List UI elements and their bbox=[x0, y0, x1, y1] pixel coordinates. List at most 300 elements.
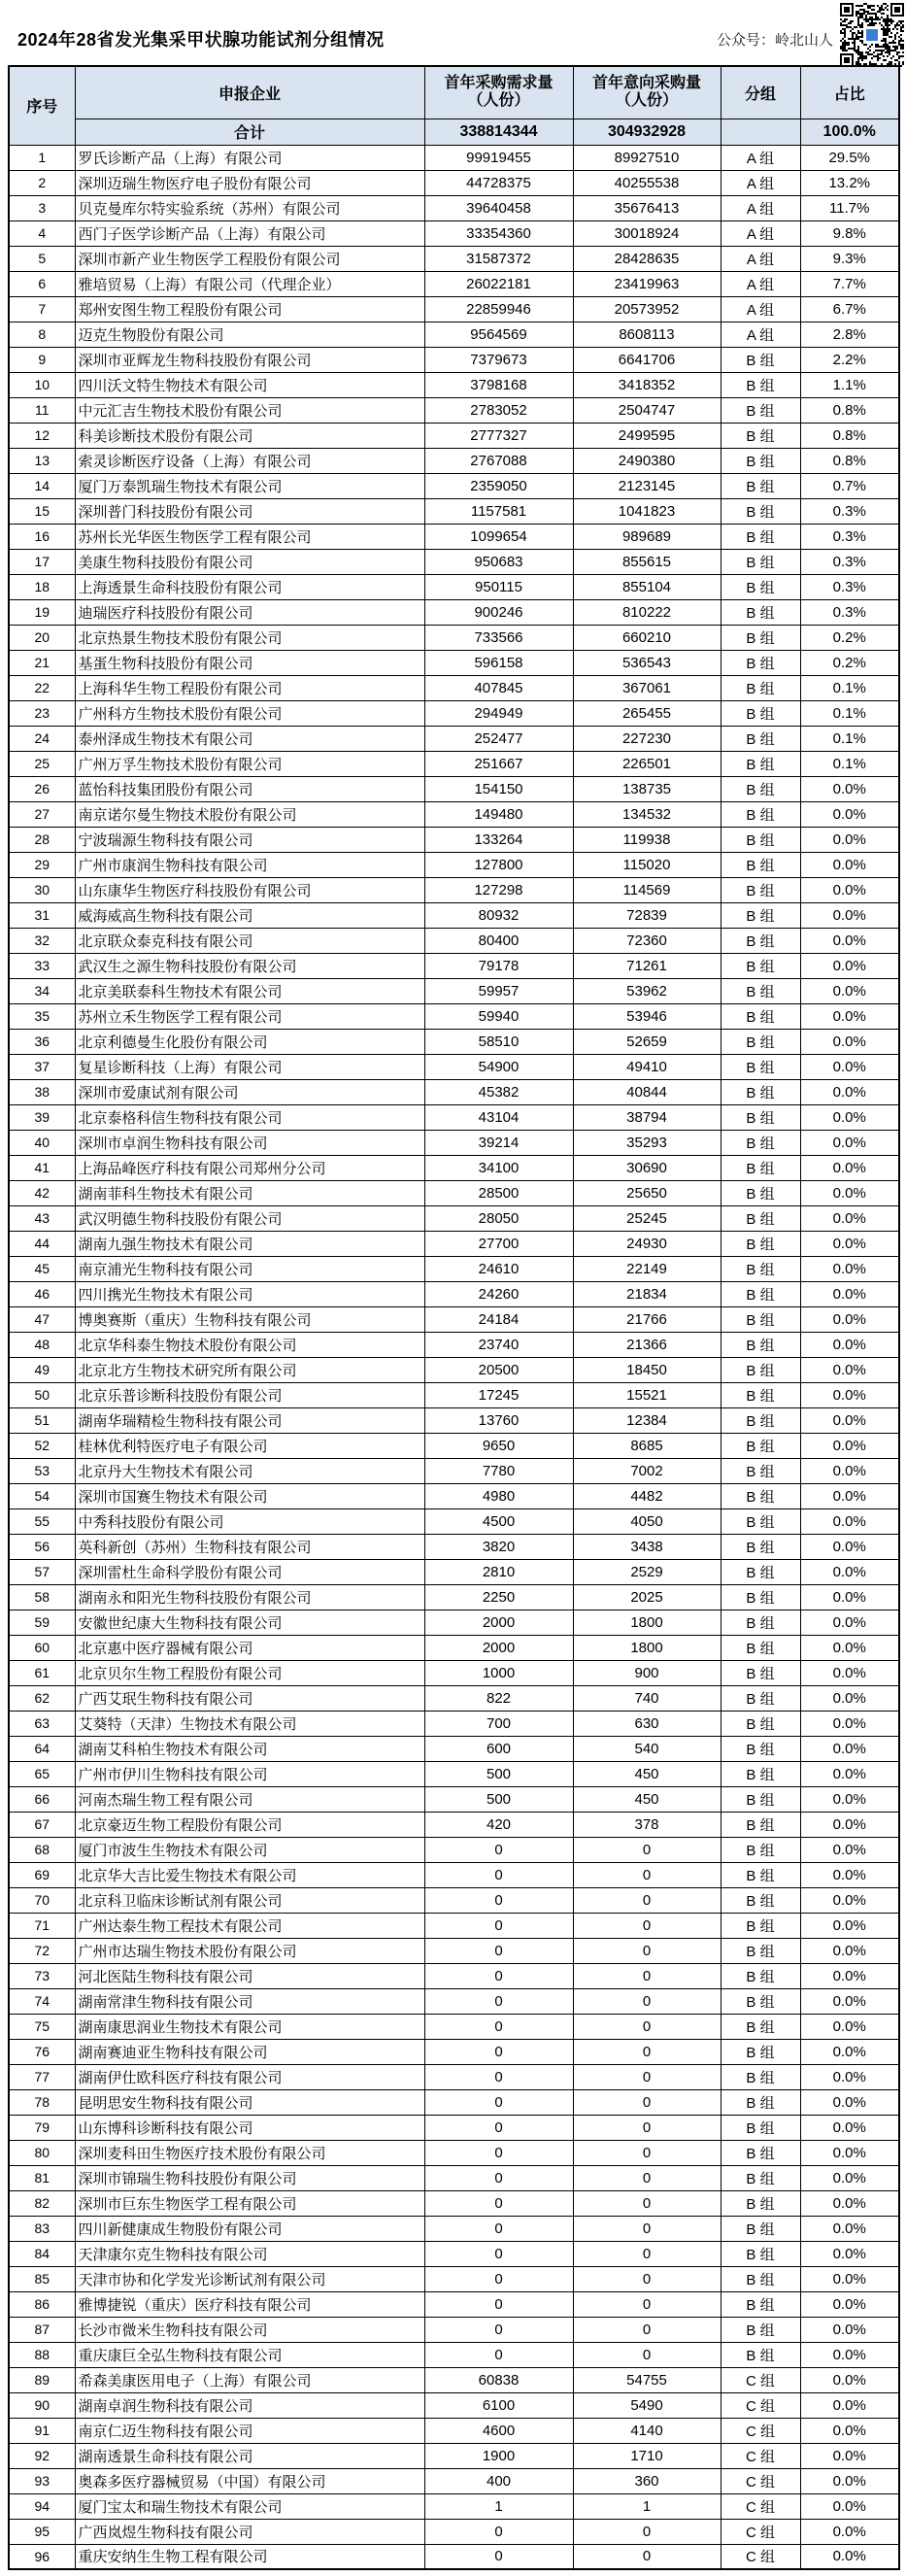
cell-intent: 114569 bbox=[573, 877, 721, 902]
cell-no: 30 bbox=[9, 877, 75, 902]
cell-company: 南京诺尔曼生物技术股份有限公司 bbox=[75, 801, 424, 827]
cell-group: B 组 bbox=[721, 2317, 800, 2342]
cell-pct: 0.0% bbox=[800, 1534, 899, 1559]
cell-pct: 0.2% bbox=[800, 625, 899, 650]
cell-intent: 989689 bbox=[573, 524, 721, 549]
cell-company: 广州万孚生物技术股份有限公司 bbox=[75, 751, 424, 776]
cell-no: 52 bbox=[9, 1433, 75, 1458]
cell-demand: 950115 bbox=[424, 574, 573, 599]
cell-no: 22 bbox=[9, 675, 75, 700]
table-row bbox=[9, 1281, 899, 1306]
cell-pct: 0.0% bbox=[800, 1407, 899, 1433]
cell-no: 28 bbox=[9, 827, 75, 852]
cell-intent: 0 bbox=[573, 1837, 721, 1862]
table-row bbox=[9, 928, 899, 953]
table-row bbox=[9, 1079, 899, 1104]
cell-no: 25 bbox=[9, 751, 75, 776]
table-row bbox=[9, 1256, 899, 1281]
cell-demand: 22859946 bbox=[424, 296, 573, 322]
cell-company: 广西岚煜生物科技有限公司 bbox=[75, 2519, 424, 2544]
cell-company: 广州达泰生物工程技术有限公司 bbox=[75, 1913, 424, 1938]
cell-group: B 组 bbox=[721, 549, 800, 574]
table-row bbox=[9, 1155, 899, 1180]
cell-group: B 组 bbox=[721, 776, 800, 801]
table-row bbox=[9, 1357, 899, 1382]
cell-pct: 0.0% bbox=[800, 1812, 899, 1837]
cell-intent: 4050 bbox=[573, 1508, 721, 1534]
cell-company: 艾葵特（天津）生物技术有限公司 bbox=[75, 1711, 424, 1736]
cell-company: 北京科卫临床诊断试剂有限公司 bbox=[75, 1887, 424, 1913]
table-row bbox=[9, 1988, 899, 2014]
cell-no: 50 bbox=[9, 1382, 75, 1407]
header-demand-line1: 首年采购需求量 bbox=[444, 74, 554, 91]
cell-group: B 组 bbox=[721, 2190, 800, 2216]
cell-pct: 0.0% bbox=[800, 1357, 899, 1382]
cell-company: 天津市协和化学发光诊断试剂有限公司 bbox=[75, 2266, 424, 2291]
cell-no: 7 bbox=[9, 296, 75, 322]
cell-pct: 7.7% bbox=[800, 271, 899, 296]
cell-demand: 4980 bbox=[424, 1483, 573, 1508]
cell-company: 北京丹大生物技术有限公司 bbox=[75, 1458, 424, 1483]
cell-group: A 组 bbox=[721, 246, 800, 271]
table-row bbox=[9, 1407, 899, 1433]
cell-demand: 9650 bbox=[424, 1433, 573, 1458]
cell-group: B 组 bbox=[721, 1534, 800, 1559]
cell-intent: 8685 bbox=[573, 1433, 721, 1458]
cell-intent: 40255538 bbox=[573, 170, 721, 195]
cell-intent: 2025 bbox=[573, 1584, 721, 1610]
cell-intent: 855615 bbox=[573, 549, 721, 574]
cell-pct: 0.0% bbox=[800, 1256, 899, 1281]
cell-demand: 133264 bbox=[424, 827, 573, 852]
cell-pct: 11.7% bbox=[800, 195, 899, 220]
cell-group: B 组 bbox=[721, 1180, 800, 1205]
cell-pct: 0.0% bbox=[800, 2039, 899, 2064]
cell-no: 80 bbox=[9, 2140, 75, 2165]
table-row bbox=[9, 953, 899, 978]
cell-intent: 22149 bbox=[573, 1256, 721, 1281]
table-row bbox=[9, 1584, 899, 1610]
cell-pct: 0.0% bbox=[800, 953, 899, 978]
cell-no: 49 bbox=[9, 1357, 75, 1382]
cell-no: 43 bbox=[9, 1205, 75, 1231]
cell-company: 罗氏诊断产品（上海）有限公司 bbox=[75, 145, 424, 170]
cell-no: 9 bbox=[9, 347, 75, 372]
table-row bbox=[9, 599, 899, 625]
cell-company: 宁波瑞源生物科技有限公司 bbox=[75, 827, 424, 852]
cell-group: B 组 bbox=[721, 2089, 800, 2115]
cell-pct: 0.0% bbox=[800, 2064, 899, 2089]
cell-demand: 58510 bbox=[424, 1029, 573, 1054]
cell-pct: 0.0% bbox=[800, 1938, 899, 1963]
cell-pct: 0.0% bbox=[800, 2468, 899, 2493]
cell-group: A 组 bbox=[721, 195, 800, 220]
cell-company: 郑州安图生物工程股份有限公司 bbox=[75, 296, 424, 322]
cell-intent: 0 bbox=[573, 2544, 721, 2569]
cell-demand: 79178 bbox=[424, 953, 573, 978]
watermark-text: 公众号：岭北山人 bbox=[716, 32, 833, 49]
cell-pct: 0.0% bbox=[800, 2216, 899, 2241]
cell-pct: 0.0% bbox=[800, 1205, 899, 1231]
cell-no: 3 bbox=[9, 195, 75, 220]
cell-no: 61 bbox=[9, 1660, 75, 1685]
cell-company: 苏州长光华医生物医学工程有限公司 bbox=[75, 524, 424, 549]
cell-group: B 组 bbox=[721, 1635, 800, 1660]
cell-company: 上海透景生命科技股份有限公司 bbox=[75, 574, 424, 599]
table-row bbox=[9, 1205, 899, 1231]
total-group bbox=[721, 119, 800, 145]
cell-intent: 0 bbox=[573, 2216, 721, 2241]
table-body bbox=[9, 145, 899, 2569]
cell-group: B 组 bbox=[721, 1079, 800, 1104]
table-row bbox=[9, 1180, 899, 1205]
cell-group: B 组 bbox=[721, 2064, 800, 2089]
cell-intent: 38794 bbox=[573, 1104, 721, 1130]
cell-company: 四川新健康成生物股份有限公司 bbox=[75, 2216, 424, 2241]
cell-no: 68 bbox=[9, 1837, 75, 1862]
cell-company: 迪瑞医疗科技股份有限公司 bbox=[75, 599, 424, 625]
table-row bbox=[9, 423, 899, 448]
cell-no: 53 bbox=[9, 1458, 75, 1483]
cell-demand: 700 bbox=[424, 1711, 573, 1736]
cell-no: 56 bbox=[9, 1534, 75, 1559]
table-row bbox=[9, 322, 899, 347]
cell-intent: 2504747 bbox=[573, 397, 721, 423]
cell-no: 87 bbox=[9, 2317, 75, 2342]
cell-company: 雅培贸易（上海）有限公司（代理企业） bbox=[75, 271, 424, 296]
cell-demand: 0 bbox=[424, 2291, 573, 2317]
cell-pct: 0.0% bbox=[800, 1610, 899, 1635]
table-row bbox=[9, 1458, 899, 1483]
cell-no: 2 bbox=[9, 170, 75, 195]
cell-intent: 0 bbox=[573, 2165, 721, 2190]
cell-group: B 组 bbox=[721, 1382, 800, 1407]
cell-no: 16 bbox=[9, 524, 75, 549]
cell-demand: 500 bbox=[424, 1761, 573, 1786]
cell-group: B 组 bbox=[721, 372, 800, 397]
cell-group: B 组 bbox=[721, 498, 800, 524]
cell-intent: 25650 bbox=[573, 1180, 721, 1205]
cell-group: A 组 bbox=[721, 296, 800, 322]
cell-group: B 组 bbox=[721, 1332, 800, 1357]
header-intent bbox=[573, 66, 721, 119]
cell-no: 54 bbox=[9, 1483, 75, 1508]
cell-pct: 0.0% bbox=[800, 827, 899, 852]
cell-no: 17 bbox=[9, 549, 75, 574]
cell-company: 深圳市新产业生物医学工程股份有限公司 bbox=[75, 246, 424, 271]
table-row bbox=[9, 675, 899, 700]
cell-demand: 43104 bbox=[424, 1104, 573, 1130]
table-row bbox=[9, 271, 899, 296]
cell-group: B 组 bbox=[721, 801, 800, 827]
cell-no: 59 bbox=[9, 1610, 75, 1635]
table-row bbox=[9, 1837, 899, 1862]
cell-group: B 组 bbox=[721, 2165, 800, 2190]
cell-pct: 0.0% bbox=[800, 1382, 899, 1407]
cell-intent: 30018924 bbox=[573, 220, 721, 246]
table-row bbox=[9, 1736, 899, 1761]
cell-demand: 0 bbox=[424, 2064, 573, 2089]
cell-no: 14 bbox=[9, 473, 75, 498]
cell-pct: 0.1% bbox=[800, 675, 899, 700]
table-row bbox=[9, 2014, 899, 2039]
cell-demand: 127800 bbox=[424, 852, 573, 877]
cell-group: B 组 bbox=[721, 423, 800, 448]
table-row bbox=[9, 1231, 899, 1256]
cell-intent: 5490 bbox=[573, 2392, 721, 2418]
cell-no: 90 bbox=[9, 2392, 75, 2418]
cell-no: 21 bbox=[9, 650, 75, 675]
cell-company: 北京华科泰生物技术股份有限公司 bbox=[75, 1332, 424, 1357]
cell-group: C 组 bbox=[721, 2468, 800, 2493]
cell-pct: 0.0% bbox=[800, 2544, 899, 2569]
cell-group: B 组 bbox=[721, 1281, 800, 1306]
cell-demand: 0 bbox=[424, 2519, 573, 2544]
cell-company: 北京惠中医疗器械有限公司 bbox=[75, 1635, 424, 1660]
total-intent: 304932928 bbox=[573, 119, 721, 145]
table-row bbox=[9, 2039, 899, 2064]
cell-intent: 54755 bbox=[573, 2367, 721, 2392]
cell-no: 55 bbox=[9, 1508, 75, 1534]
cell-group: B 组 bbox=[721, 827, 800, 852]
cell-no: 72 bbox=[9, 1938, 75, 1963]
cell-demand: 99919455 bbox=[424, 145, 573, 170]
cell-pct: 0.0% bbox=[800, 2519, 899, 2544]
cell-no: 19 bbox=[9, 599, 75, 625]
table-row bbox=[9, 1003, 899, 1029]
cell-no: 66 bbox=[9, 1786, 75, 1812]
cell-pct: 0.0% bbox=[800, 776, 899, 801]
table-row bbox=[9, 170, 899, 195]
cell-no: 35 bbox=[9, 1003, 75, 1029]
cell-group: A 组 bbox=[721, 170, 800, 195]
table-row bbox=[9, 2418, 899, 2443]
cell-pct: 13.2% bbox=[800, 170, 899, 195]
cell-no: 63 bbox=[9, 1711, 75, 1736]
cell-pct: 2.2% bbox=[800, 347, 899, 372]
cell-no: 11 bbox=[9, 397, 75, 423]
cell-demand: 0 bbox=[424, 2140, 573, 2165]
cell-intent: 8608113 bbox=[573, 322, 721, 347]
cell-group: B 组 bbox=[721, 1205, 800, 1231]
cell-intent: 1800 bbox=[573, 1610, 721, 1635]
table-row bbox=[9, 2544, 899, 2569]
cell-no: 47 bbox=[9, 1306, 75, 1332]
cell-group: B 组 bbox=[721, 852, 800, 877]
cell-company: 基蛋生物科技股份有限公司 bbox=[75, 650, 424, 675]
cell-intent: 134532 bbox=[573, 801, 721, 827]
cell-group: B 组 bbox=[721, 1963, 800, 1988]
cell-company: 深圳市亚辉龙生物科技股份有限公司 bbox=[75, 347, 424, 372]
cell-group: B 组 bbox=[721, 1559, 800, 1584]
cell-demand: 17245 bbox=[424, 1382, 573, 1407]
cell-pct: 0.0% bbox=[800, 2443, 899, 2468]
cell-no: 8 bbox=[9, 322, 75, 347]
cell-demand: 127298 bbox=[424, 877, 573, 902]
cell-intent: 71261 bbox=[573, 953, 721, 978]
table-row bbox=[9, 397, 899, 423]
table-row bbox=[9, 1508, 899, 1534]
cell-pct: 0.0% bbox=[800, 978, 899, 1003]
table-row bbox=[9, 1054, 899, 1079]
cell-demand: 59940 bbox=[424, 1003, 573, 1029]
cell-intent: 900 bbox=[573, 1660, 721, 1685]
cell-group: B 组 bbox=[721, 1812, 800, 1837]
cell-demand: 4600 bbox=[424, 2418, 573, 2443]
cell-group: C 组 bbox=[721, 2367, 800, 2392]
cell-intent: 115020 bbox=[573, 852, 721, 877]
cell-intent: 119938 bbox=[573, 827, 721, 852]
cell-group: B 组 bbox=[721, 1988, 800, 2014]
cell-pct: 0.3% bbox=[800, 524, 899, 549]
cell-no: 76 bbox=[9, 2039, 75, 2064]
cell-pct: 0.0% bbox=[800, 1508, 899, 1534]
cell-company: 北京乐普诊断科技股份有限公司 bbox=[75, 1382, 424, 1407]
cell-no: 74 bbox=[9, 1988, 75, 2014]
cell-pct: 0.0% bbox=[800, 2493, 899, 2519]
cell-intent: 450 bbox=[573, 1761, 721, 1786]
cell-company: 河北医陆生物科技有限公司 bbox=[75, 1963, 424, 1988]
cell-intent: 138735 bbox=[573, 776, 721, 801]
cell-demand: 0 bbox=[424, 1938, 573, 1963]
cell-company: 威海威高生物科技有限公司 bbox=[75, 902, 424, 928]
cell-pct: 0.0% bbox=[800, 2140, 899, 2165]
table-row bbox=[9, 1635, 899, 1660]
cell-intent: 49410 bbox=[573, 1054, 721, 1079]
cell-company: 美康生物科技股份有限公司 bbox=[75, 549, 424, 574]
cell-company: 湖南赛迪亚生物科技有限公司 bbox=[75, 2039, 424, 2064]
cell-no: 75 bbox=[9, 2014, 75, 2039]
cell-intent: 7002 bbox=[573, 1458, 721, 1483]
total-pct: 100.0% bbox=[800, 119, 899, 145]
cell-intent: 72360 bbox=[573, 928, 721, 953]
cell-no: 94 bbox=[9, 2493, 75, 2519]
total-demand: 338814344 bbox=[424, 119, 573, 145]
cell-demand: 28050 bbox=[424, 1205, 573, 1231]
cell-group: B 组 bbox=[721, 978, 800, 1003]
cell-demand: 54900 bbox=[424, 1054, 573, 1079]
cell-no: 65 bbox=[9, 1761, 75, 1786]
cell-no: 32 bbox=[9, 928, 75, 953]
table-row bbox=[9, 448, 899, 473]
cell-intent: 1041823 bbox=[573, 498, 721, 524]
cell-pct: 0.0% bbox=[800, 1635, 899, 1660]
cell-company: 深圳市国赛生物技术有限公司 bbox=[75, 1483, 424, 1508]
cell-group: B 组 bbox=[721, 1483, 800, 1508]
cell-group: B 组 bbox=[721, 2342, 800, 2367]
table-row bbox=[9, 2089, 899, 2115]
table-row bbox=[9, 220, 899, 246]
cell-intent: 1 bbox=[573, 2493, 721, 2519]
cell-intent: 2123145 bbox=[573, 473, 721, 498]
cell-no: 44 bbox=[9, 1231, 75, 1256]
cell-company: 桂林优利特医疗电子有限公司 bbox=[75, 1433, 424, 1458]
cell-no: 91 bbox=[9, 2418, 75, 2443]
cell-intent: 855104 bbox=[573, 574, 721, 599]
cell-no: 20 bbox=[9, 625, 75, 650]
cell-company: 复星诊断科技（上海）有限公司 bbox=[75, 1054, 424, 1079]
cell-no: 92 bbox=[9, 2443, 75, 2468]
cell-no: 15 bbox=[9, 498, 75, 524]
table-row bbox=[9, 2367, 899, 2392]
cell-intent: 450 bbox=[573, 1786, 721, 1812]
cell-company: 广州市伊川生物科技有限公司 bbox=[75, 1761, 424, 1786]
cell-group: B 组 bbox=[721, 1306, 800, 1332]
cell-no: 73 bbox=[9, 1963, 75, 1988]
cell-demand: 3798168 bbox=[424, 372, 573, 397]
cell-demand: 900246 bbox=[424, 599, 573, 625]
cell-group: B 组 bbox=[721, 448, 800, 473]
table-row bbox=[9, 2064, 899, 2089]
cell-group: B 组 bbox=[721, 397, 800, 423]
table-row bbox=[9, 498, 899, 524]
header-intent-line2: （人份） bbox=[615, 92, 678, 110]
cell-company: 四川携光生物技术有限公司 bbox=[75, 1281, 424, 1306]
cell-pct: 0.8% bbox=[800, 397, 899, 423]
cell-no: 40 bbox=[9, 1130, 75, 1155]
cell-pct: 0.0% bbox=[800, 1761, 899, 1786]
table-row bbox=[9, 1913, 899, 1938]
cell-group: B 组 bbox=[721, 473, 800, 498]
cell-group: B 组 bbox=[721, 2216, 800, 2241]
cell-intent: 0 bbox=[573, 2342, 721, 2367]
cell-demand: 251667 bbox=[424, 751, 573, 776]
cell-company: 天津康尔克生物科技有限公司 bbox=[75, 2241, 424, 2266]
table-row bbox=[9, 2266, 899, 2291]
cell-company: 上海品峰医疗科技有限公司郑州分公司 bbox=[75, 1155, 424, 1180]
cell-group: B 组 bbox=[721, 1407, 800, 1433]
cell-pct: 6.7% bbox=[800, 296, 899, 322]
cell-company: 厦门宝太和瑞生物技术有限公司 bbox=[75, 2493, 424, 2519]
cell-pct: 29.5% bbox=[800, 145, 899, 170]
cell-intent: 2499595 bbox=[573, 423, 721, 448]
cell-pct: 0.0% bbox=[800, 1155, 899, 1180]
cell-intent: 53946 bbox=[573, 1003, 721, 1029]
cell-company: 深圳雷杜生命科学股份有限公司 bbox=[75, 1559, 424, 1584]
cell-group: B 组 bbox=[721, 1736, 800, 1761]
cell-no: 27 bbox=[9, 801, 75, 827]
cell-company: 泰州泽成生物技术有限公司 bbox=[75, 726, 424, 751]
table-row bbox=[9, 2165, 899, 2190]
cell-group: B 组 bbox=[721, 2241, 800, 2266]
cell-intent: 0 bbox=[573, 2014, 721, 2039]
cell-group: C 组 bbox=[721, 2392, 800, 2418]
cell-pct: 0.0% bbox=[800, 1711, 899, 1736]
cell-pct: 2.8% bbox=[800, 322, 899, 347]
cell-pct: 0.0% bbox=[800, 1786, 899, 1812]
cell-no: 62 bbox=[9, 1685, 75, 1711]
total-label: 合计 bbox=[75, 119, 424, 145]
table-row bbox=[9, 1382, 899, 1407]
cell-no: 42 bbox=[9, 1180, 75, 1205]
table-row bbox=[9, 1963, 899, 1988]
cell-pct: 0.8% bbox=[800, 448, 899, 473]
cell-company: 湖南菲科生物技术有限公司 bbox=[75, 1180, 424, 1205]
cell-no: 13 bbox=[9, 448, 75, 473]
cell-group: B 组 bbox=[721, 1660, 800, 1685]
cell-demand: 294949 bbox=[424, 700, 573, 726]
table-row bbox=[9, 574, 899, 599]
table-row bbox=[9, 2519, 899, 2544]
cell-demand: 24184 bbox=[424, 1306, 573, 1332]
cell-demand: 154150 bbox=[424, 776, 573, 801]
cell-pct: 0.0% bbox=[800, 928, 899, 953]
cell-demand: 733566 bbox=[424, 625, 573, 650]
table-row bbox=[9, 1786, 899, 1812]
cell-demand: 0 bbox=[424, 2241, 573, 2266]
cell-pct: 0.0% bbox=[800, 1887, 899, 1913]
cell-group: B 组 bbox=[721, 1837, 800, 1862]
